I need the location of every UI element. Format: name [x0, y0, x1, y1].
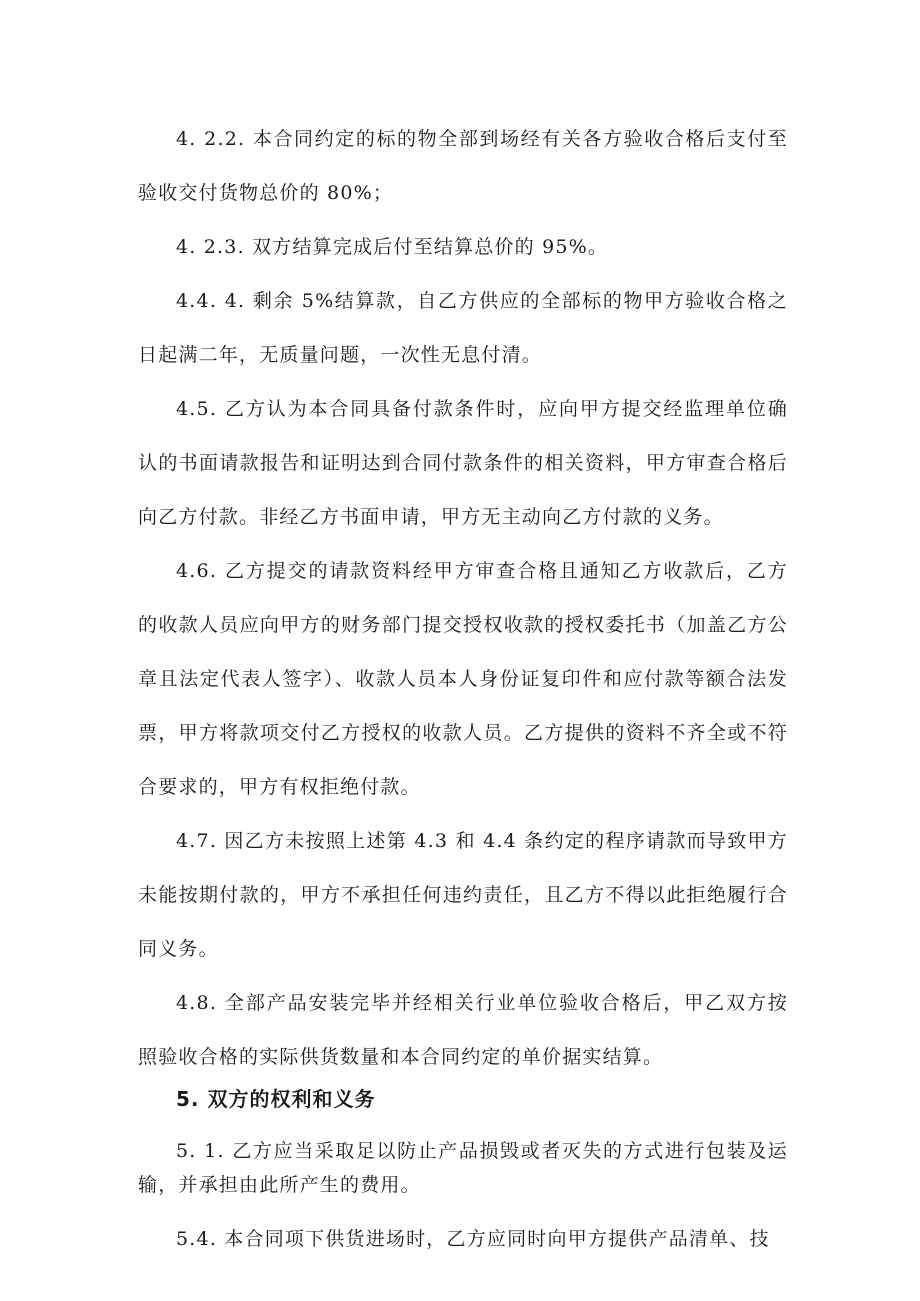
paragraph-4-5: 4.5. 乙方认为本合同具备付款条件时，应向甲方提交经监理单位确认的书面请款报告和证明达到合同付款条件的相关资料，甲方审查合格后向乙方付款。非经乙方书面申请，甲方无主动向乙方付款的义务。: [138, 398, 788, 528]
paragraph-5-4: 5.4. 本合同项下供货进场时，乙方应同时向甲方提供产品清单、技: [176, 1228, 770, 1250]
paragraph-4-4-4: 4.4. 4. 剩余 5%结算款，自乙方供应的全部标的物甲方验收合格之日起满二年，无质量问题，一次性无息付清。: [138, 290, 788, 366]
section-heading: 5. 双方的权利和义务: [176, 1087, 376, 1111]
paragraph-5-1: 5. 1. 乙方应当采取足以防止产品损毁或者灭失的方式进行包装及运输，并承担由此所产生的费用。: [138, 1140, 788, 1196]
paragraph-4-2-2: 4. 2.2. 本合同约定的标的物全部到场经有关各方验收合格后支付至验收交付货物总价的 80%；: [138, 128, 788, 204]
paragraph-4-6: 4.6. 乙方提交的请款资料经甲方审查合格且通知乙方收款后，乙方的收款人员应向甲方的财务部门提交授权收款的授权委托书（加盖乙方公章且法定代表人签字）、收款人员本人身份证复印件和应付款等额合法发票，甲方将款项交付乙方授权的收款人员。乙方提供的资料不齐全或不符合要求的，甲方有权拒绝付款。: [138, 560, 788, 798]
paragraph-4-2-3: 4. 2.3. 双方结算完成后付至结算总价的 95%。: [176, 236, 609, 258]
paragraph-4-8: 4.8. 全部产品安装完毕并经相关行业单位验收合格后，甲乙双方按照验收合格的实际供货数量和本合同约定的单价据实结算。: [138, 992, 788, 1068]
paragraph-4-7: 4.7. 因乙方未按照上述第 4.3 和 4.4 条约定的程序请款而导致甲方未能按期付款的，甲方不承担任何违约责任，且乙方不得以此拒绝履行合同义务。: [138, 830, 788, 960]
